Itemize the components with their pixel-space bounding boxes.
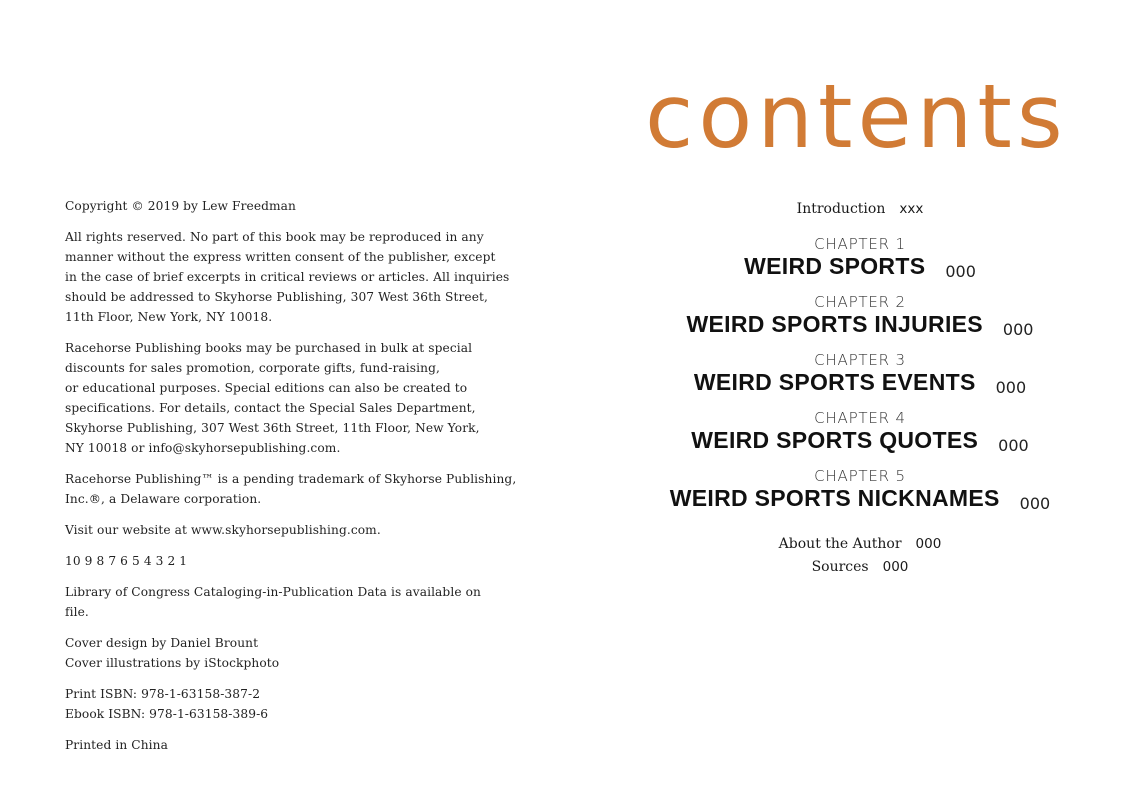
bulk-line: or educational purposes. Special editions can also be created to <box>65 381 468 395</box>
bulk-line: Racehorse Publishing books may be purchased in bulk at special <box>65 341 473 355</box>
chapter-label: CHAPTER 4 <box>814 409 906 427</box>
chapter-title: WEIRD SPORTS INJURIES <box>686 311 983 337</box>
toc-chapter-3[interactable] <box>600 351 1120 399</box>
toc-chapter-1[interactable] <box>600 235 1120 283</box>
chapter-title: WEIRD SPORTS EVENTS <box>693 369 976 395</box>
copyright-page <box>65 196 517 766</box>
rights-line: manner without the express written consent of the publisher, except <box>65 250 496 264</box>
toc-entry-label: About the Author <box>778 536 902 552</box>
copyright-notice: Copyright © 2019 by Lew Freedman <box>65 199 297 213</box>
cip-line: Library of Congress Cataloging-in-Publication Data is available on file. <box>65 585 481 619</box>
toc-chapter-5[interactable] <box>600 467 1120 515</box>
trademark-line: Inc.®, a Delaware corporation. <box>65 492 262 506</box>
print-isbn: Print ISBN: 978-1-63158-387-2 <box>65 687 261 701</box>
toc-chapter-4[interactable] <box>600 409 1120 457</box>
ebook-isbn: Ebook ISBN: 978-1-63158-389-6 <box>65 707 269 721</box>
isbn-paragraph <box>65 684 505 724</box>
rights-paragraph <box>65 227 510 327</box>
toc-page-number: 000 <box>945 262 976 281</box>
toc-page-number: 000 <box>1019 494 1051 513</box>
rights-line: in the case of brief excerpts in critical reviews or articles. All inquiries <box>65 270 510 284</box>
toc-about-author[interactable] <box>600 533 1120 556</box>
toc-entry-label: Sources <box>811 559 869 575</box>
toc-introduction[interactable] <box>600 198 1120 221</box>
toc-page-number: 000 <box>998 436 1029 455</box>
bulk-line: NY 10018 or info@skyhorsepublishing.com. <box>65 441 341 455</box>
bulk-line: discounts for sales promotion, corporate gifts, fund-raising, <box>65 361 440 375</box>
toc-page-number: 000 <box>995 378 1027 397</box>
toc-entry-label: Introduction <box>796 201 886 217</box>
credits-paragraph <box>65 633 505 673</box>
chapter-title: WEIRD SPORTS QUOTES <box>691 427 979 453</box>
chapter-label: CHAPTER 2 <box>814 293 906 311</box>
trademark-paragraph <box>65 469 517 509</box>
toc-page-number: 000 <box>882 559 909 575</box>
rights-line: 11th Floor, New York, NY 10018. <box>65 310 273 324</box>
printed-in-line: Printed in China <box>65 738 168 752</box>
toc-backmatter <box>600 533 1120 579</box>
cover-illustrations-credit: Cover illustrations by iStockphoto <box>65 656 280 670</box>
toc-page-number: xxx <box>899 201 924 217</box>
cover-design-credit: Cover design by Daniel Brount <box>65 636 259 650</box>
rights-line: should be addressed to Skyhorse Publishing, 307 West 36th Street, <box>65 290 488 304</box>
chapter-title: WEIRD SPORTS NICKNAMES <box>669 485 1000 511</box>
bulk-line: Skyhorse Publishing, 307 West 36th Street, 11th Floor, New York, <box>65 421 480 435</box>
contents-title: contents <box>645 65 1068 168</box>
website-line: Visit our website at www.skyhorsepublishing.com. <box>65 523 381 537</box>
rights-line: All rights reserved. No part of this book may be reproduced in any <box>65 230 484 244</box>
trademark-line: Racehorse Publishing™ is a pending trademark of Skyhorse Publishing, <box>65 472 517 486</box>
toc-chapter-2[interactable] <box>600 293 1120 341</box>
printing-line: 10 9 8 7 6 5 4 3 2 1 <box>65 554 188 568</box>
chapter-label: CHAPTER 1 <box>814 235 906 253</box>
chapter-label: CHAPTER 3 <box>814 351 906 369</box>
toc-sources[interactable] <box>600 556 1120 579</box>
bulk-sales-paragraph <box>65 338 505 458</box>
chapter-title: WEIRD SPORTS <box>744 253 926 279</box>
bulk-line: specifications. For details, contact the Special Sales Department, <box>65 401 476 415</box>
table-of-contents <box>600 198 1120 579</box>
chapter-label: CHAPTER 5 <box>814 467 906 485</box>
toc-page-number: 000 <box>1002 320 1034 339</box>
toc-page-number: 000 <box>915 536 942 552</box>
